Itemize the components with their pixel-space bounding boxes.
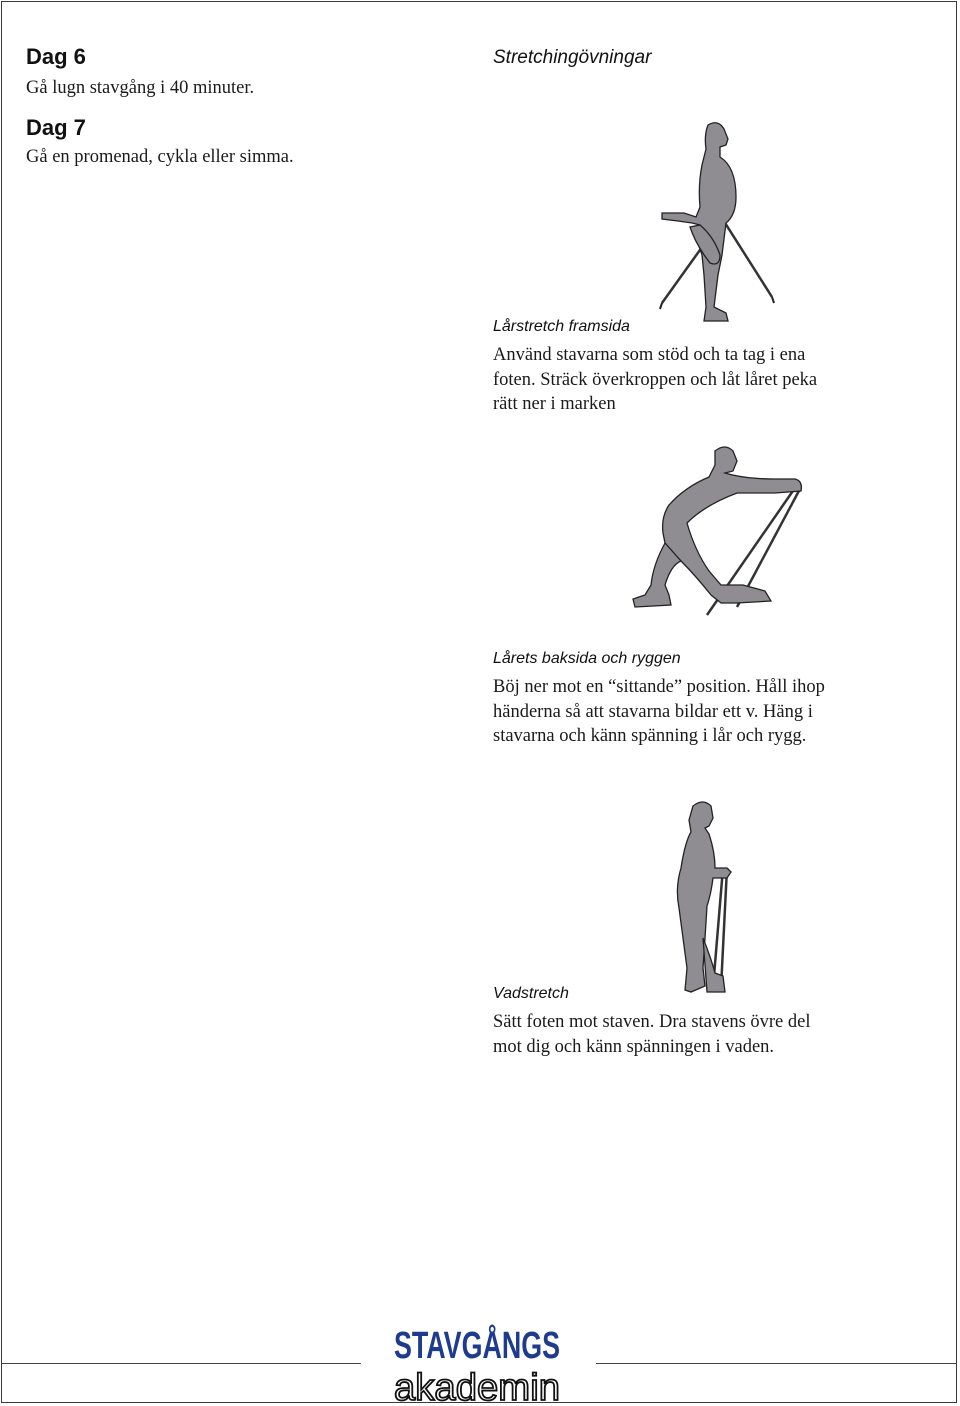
exercise-3-line: mot dig och känn spänningen i vaden. — [493, 1036, 775, 1057]
exercise-1-text — [493, 343, 933, 417]
day-6-text: Gå lugn stavgång i 40 minuter. — [26, 78, 255, 98]
footer-rule-left — [1, 1363, 361, 1364]
svg-text:akademin: akademin — [394, 1367, 560, 1406]
stretching-heading: Stretchingövningar — [493, 47, 652, 68]
footer-rule-right — [596, 1363, 957, 1364]
svg-text:STAVGÅNGS: STAVGÅNGS — [394, 1325, 630, 1367]
exercise-1-line: rätt ner i marken — [493, 394, 616, 414]
day-7-text: Gå en promenad, cykla eller simma. — [26, 147, 294, 167]
day-6-title: Dag 6 — [26, 44, 86, 69]
exercise-1-line: Använd stavarna som stöd och ta tag i ena — [493, 345, 806, 365]
exercise-3-title: Vadstretch — [493, 985, 569, 1002]
stavgangsakademin-logo — [392, 1316, 630, 1406]
exercise-2-line: stavarna och känn spänning i lår och rygg. — [493, 726, 807, 746]
exercise-1-title: Lårstretch framsida — [493, 318, 630, 335]
hamstring-back-stretch-illustration — [625, 435, 815, 620]
exercise-2-line: händerna så att stavarna bildar ett v. Häng i — [493, 701, 813, 722]
exercise-2-title: Lårets baksida och ryggen — [493, 650, 681, 667]
exercise-2-text — [493, 675, 933, 749]
day-7-title: Dag 7 — [26, 115, 86, 140]
quad-stretch-illustration — [640, 115, 790, 330]
exercise-1-line: foten. Sträck överkroppen och låt låret peka — [493, 369, 818, 390]
exercise-3-text — [493, 1010, 933, 1059]
exercise-3-line: Sätt foten mot staven. Dra stavens övre del — [493, 1012, 811, 1032]
calf-stretch-illustration — [665, 798, 755, 1003]
exercise-2-line: Böj ner mot en “sittande” position. Håll ihop — [493, 677, 825, 697]
